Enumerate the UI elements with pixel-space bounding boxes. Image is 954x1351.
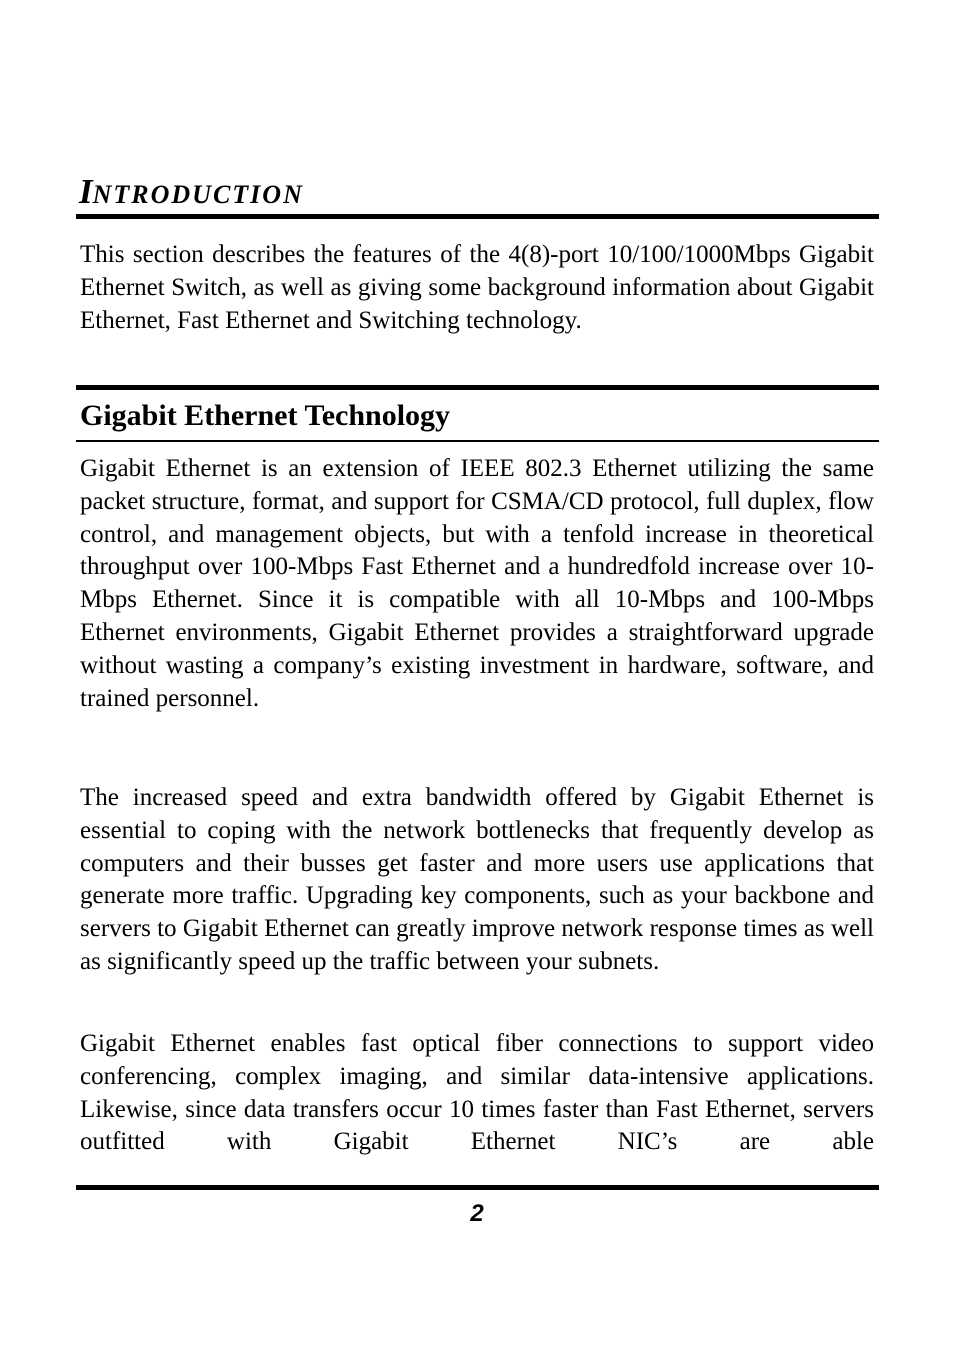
footer-rule	[76, 1185, 879, 1190]
body-paragraph-2: The increased speed and extra bandwidth offered by Gigabit Ethernet is essential to coping with the network bottlenecks that frequently develop as computers and their busses get faster and more users use applications that generate more traffic. Upgrading key components, such as your backbone and servers to Gigabit Ethernet can greatly improve network response times as well as significantly speed up the traffic between your subnets.	[80, 784, 874, 975]
section-heading-rule	[76, 440, 879, 442]
body-paragraph-1: Gigabit Ethernet is an extension of IEEE 802.3 Ethernet utilizing the same packet structure, format, and support for CSMA/CD protocol, full duplex, flow control, and management objects, but with a tenfold increase in theoretical throughput over 100-Mbps Fast Ethernet and a hundredfold increase over 10-Mbps Ethernet. Since it is compatible with all 10-Mbps and 100-Mbps Ethernet environments, Gigabit Ethernet provides a straightforward upgrade without wasting a company’s existing investment in hardware, software, and trained personnel.	[80, 455, 874, 712]
chapter-title	[79, 172, 304, 215]
chapter-title-initial: I	[79, 172, 93, 211]
intro-paragraph: This section describes the features of the 4(8)-port 10/100/1000Mbps Gigabit Ethernet Switch, as well as giving some background information about Gigabit Ethernet, Fast Ethernet and Switching technology.	[80, 241, 874, 334]
page-number: 2	[470, 1200, 484, 1227]
section-heading: Gigabit Ethernet Technology	[80, 399, 451, 432]
chapter-title-rest: NTRODUCTION	[92, 180, 304, 209]
chapter-title-rule	[76, 214, 879, 219]
body-paragraph-3: Gigabit Ethernet enables fast optical fiber connections to support video conferencing, complex imaging, and similar data-intensive applications. Likewise, since data transfers occur 10 times faster than Fast Ethernet, servers outfitted with Gigabit Ethernet NIC’s are able	[80, 1030, 874, 1156]
section-top-rule	[76, 385, 879, 390]
